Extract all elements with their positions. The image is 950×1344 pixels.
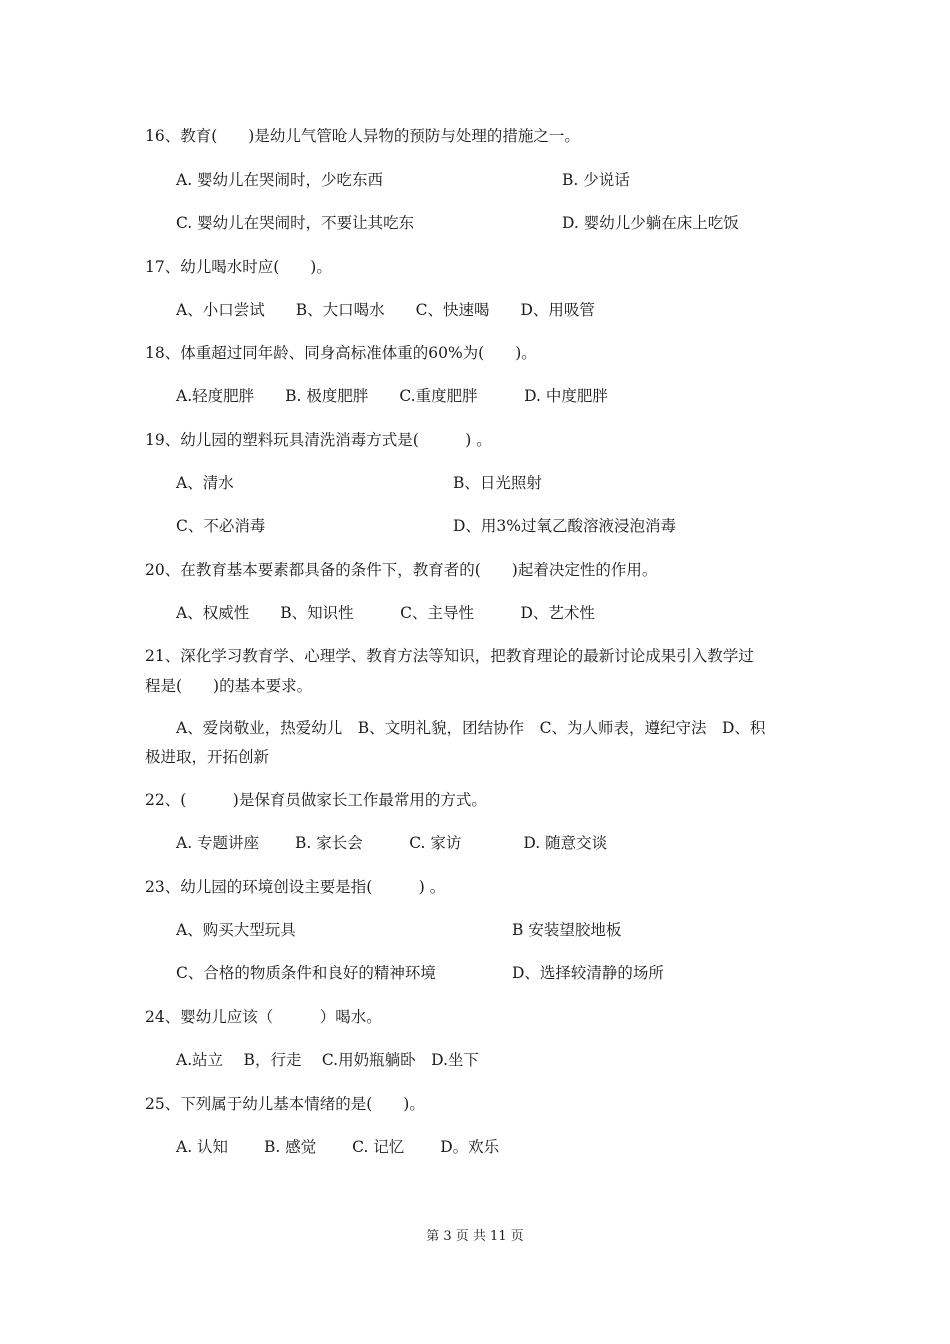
question-25-stem: 25、下列属于幼儿基本情绪的是( )。 (145, 1095, 425, 1113)
question-16-option-c: C. 婴幼儿在哭闹时，不要让其吃东 (176, 214, 415, 232)
question-21-options-continued: 极进取，开拓创新 (145, 748, 270, 766)
question-17-options: A、小口尝试 B、大口喝水 C、快速喝 D、用吸管 (176, 301, 595, 319)
question-22-stem: 22、( )是保育员做家长工作最常用的方式。 (145, 791, 487, 809)
question-23-option-b: B 安装望胶地板 (512, 921, 622, 939)
question-24-stem: 24、婴幼儿应该（ ）喝水。 (145, 1008, 382, 1026)
question-23-stem: 23、幼儿园的环境创设主要是指( ) 。 (145, 878, 446, 896)
question-22-options: A. 专题讲座 B. 家长会 C. 家访 D. 随意交谈 (176, 834, 608, 852)
question-16-option-d: D. 婴幼儿少躺在床上吃饭 (562, 214, 739, 232)
question-20-options: A、权威性 B、知识性 C、主导性 D、艺术性 (176, 604, 595, 622)
question-23-option-a: A、购买大型玩具 (176, 921, 296, 939)
question-21-options: A、爱岗敬业，热爱幼儿 B、文明礼貌，团结协作 C、为人师表，遵纪守法 D、积 (176, 719, 766, 737)
question-21-stem-continued: 程是( )的基本要求。 (145, 677, 313, 695)
question-19-option-c: C、不必消毒 (176, 517, 266, 535)
question-18-options: A.轻度肥胖 B. 极度肥胖 C.重度肥胖 D. 中度肥胖 (176, 387, 608, 405)
question-25-options: A. 认知 B. 感觉 C. 记忆 D。欢乐 (176, 1138, 500, 1156)
question-20-stem: 20、在教育基本要素都具备的条件下，教育者的( )起着决定性的作用。 (145, 561, 658, 579)
question-23-option-c: C、合格的物质条件和良好的精神环境 (176, 964, 436, 982)
question-17-stem: 17、幼儿喝水时应( )。 (145, 258, 332, 276)
question-23-option-d: D、选择较清静的场所 (512, 964, 664, 982)
question-24-options: A.站立 B，行走 C.用奶瓶躺卧 D.坐下 (176, 1051, 479, 1069)
question-19-option-d: D、用3%过氧乙酸溶液浸泡消毒 (453, 517, 677, 535)
question-18-stem: 18、体重超过同年龄、同身高标准体重的60%为( )。 (145, 344, 537, 362)
question-16-option-a: A. 婴幼儿在哭闹时，少吃东西 (176, 171, 384, 189)
question-16-stem: 16、教育( )是幼儿气管呛人异物的预防与处理的措施之一。 (145, 127, 580, 145)
question-19-option-a: A、清水 (176, 474, 234, 492)
question-19-stem: 19、幼儿园的塑料玩具清洗消毒方式是( ) 。 (145, 431, 492, 449)
question-21-stem: 21、深化学习教育学、心理学、教育方法等知识，把教育理论的最新讨论成果引入教学过 (145, 647, 754, 665)
question-16-option-b: B. 少说话 (562, 171, 630, 189)
question-19-option-b: B、日光照射 (453, 474, 542, 492)
page-footer: 第 3 页 共 11 页 (426, 1229, 524, 1244)
